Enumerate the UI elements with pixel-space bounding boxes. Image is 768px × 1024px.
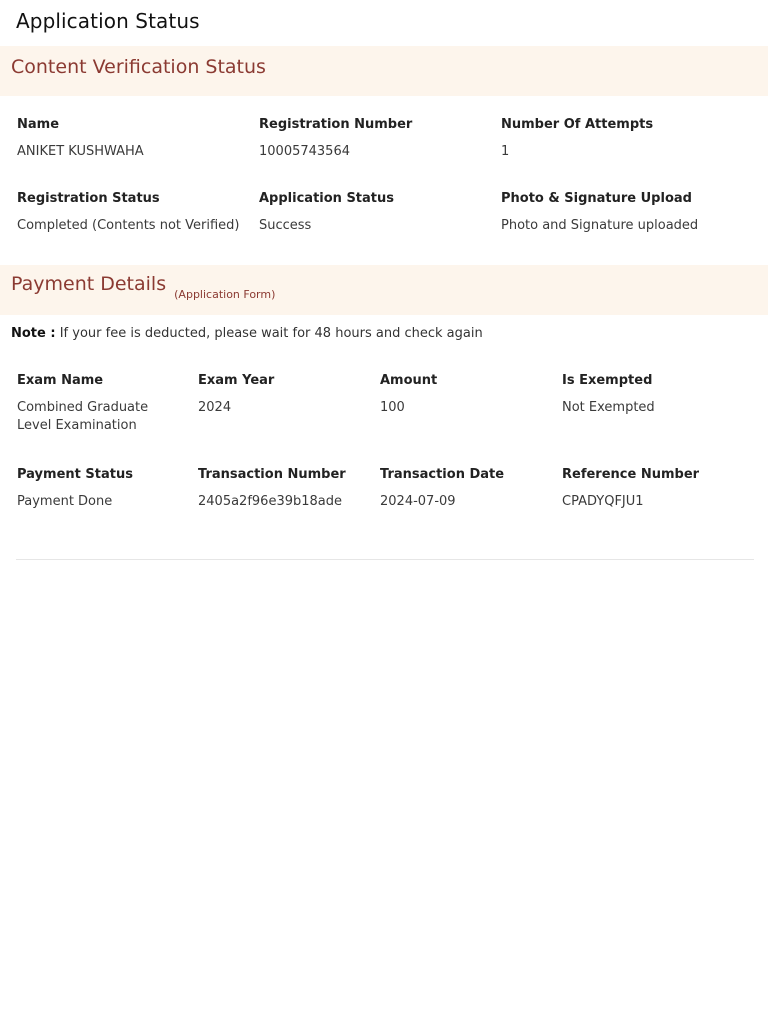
payment-status-label: Payment Status [17,467,133,482]
application-status-value: Success [259,218,312,233]
application-status-field [259,191,394,235]
payment-details-subtitle: (Application Form) [174,288,276,301]
registration-status-value: Completed (Contents not Verified) [17,218,240,233]
page-title: Application Status [16,9,200,33]
amount-value: 100 [380,400,405,415]
payment-note [11,326,483,341]
transaction-number-field [198,467,346,511]
content-verification-section-header [0,46,768,96]
name-field [17,117,144,161]
number-of-attempts-field [501,117,653,161]
name-value: ANIKET KUSHWAHA [17,144,144,159]
reference-number-value: CPADYQFJU1 [562,494,644,509]
exam-name-label: Exam Name [17,373,104,388]
is-exempted-label: Is Exempted [562,373,653,388]
reference-number-label: Reference Number [562,467,700,482]
exam-name-value: Combined Graduate Level Examination [17,400,149,433]
transaction-date-value: 2024-07-09 [380,494,456,509]
application-status-label: Application Status [259,191,395,206]
transaction-number-label: Transaction Number [198,467,346,482]
payment-details-section-header [0,265,768,315]
exam-year-value: 2024 [198,400,232,415]
payment-note-text: If your fee is deducted, please wait for 48 hours and check again [59,326,483,341]
exam-year-label: Exam Year [198,373,275,388]
transaction-date-label: Transaction Date [380,467,505,482]
registration-status-label: Registration Status [17,191,160,206]
payment-details-title-row [11,273,276,301]
amount-label: Amount [380,373,438,388]
number-of-attempts-value: 1 [501,144,510,159]
name-label: Name [17,117,60,132]
photo-signature-upload-value: Photo and Signature uploaded [501,218,699,233]
number-of-attempts-label: Number Of Attempts [501,117,654,132]
registration-number-value: 10005743564 [259,144,350,159]
amount-field [380,373,437,417]
content-verification-title: Content Verification Status [11,56,266,78]
exam-year-field [198,373,274,417]
is-exempted-value: Not Exempted [562,400,655,415]
payment-note-label: Note : [11,326,56,341]
payment-status-field [17,467,133,511]
photo-signature-upload-field [501,191,698,235]
registration-status-field [17,191,240,235]
reference-number-field [562,467,699,511]
is-exempted-field [562,373,655,417]
registration-number-field [259,117,412,161]
payment-status-value: Payment Done [17,494,113,509]
exam-name-field [17,373,167,435]
payment-details-title: Payment Details [11,273,167,295]
section-divider [16,559,754,560]
transaction-number-value: 2405a2f96e39b18ade [198,494,342,509]
registration-number-label: Registration Number [259,117,413,132]
transaction-date-field [380,467,504,511]
photo-signature-upload-label: Photo & Signature Upload [501,191,692,206]
